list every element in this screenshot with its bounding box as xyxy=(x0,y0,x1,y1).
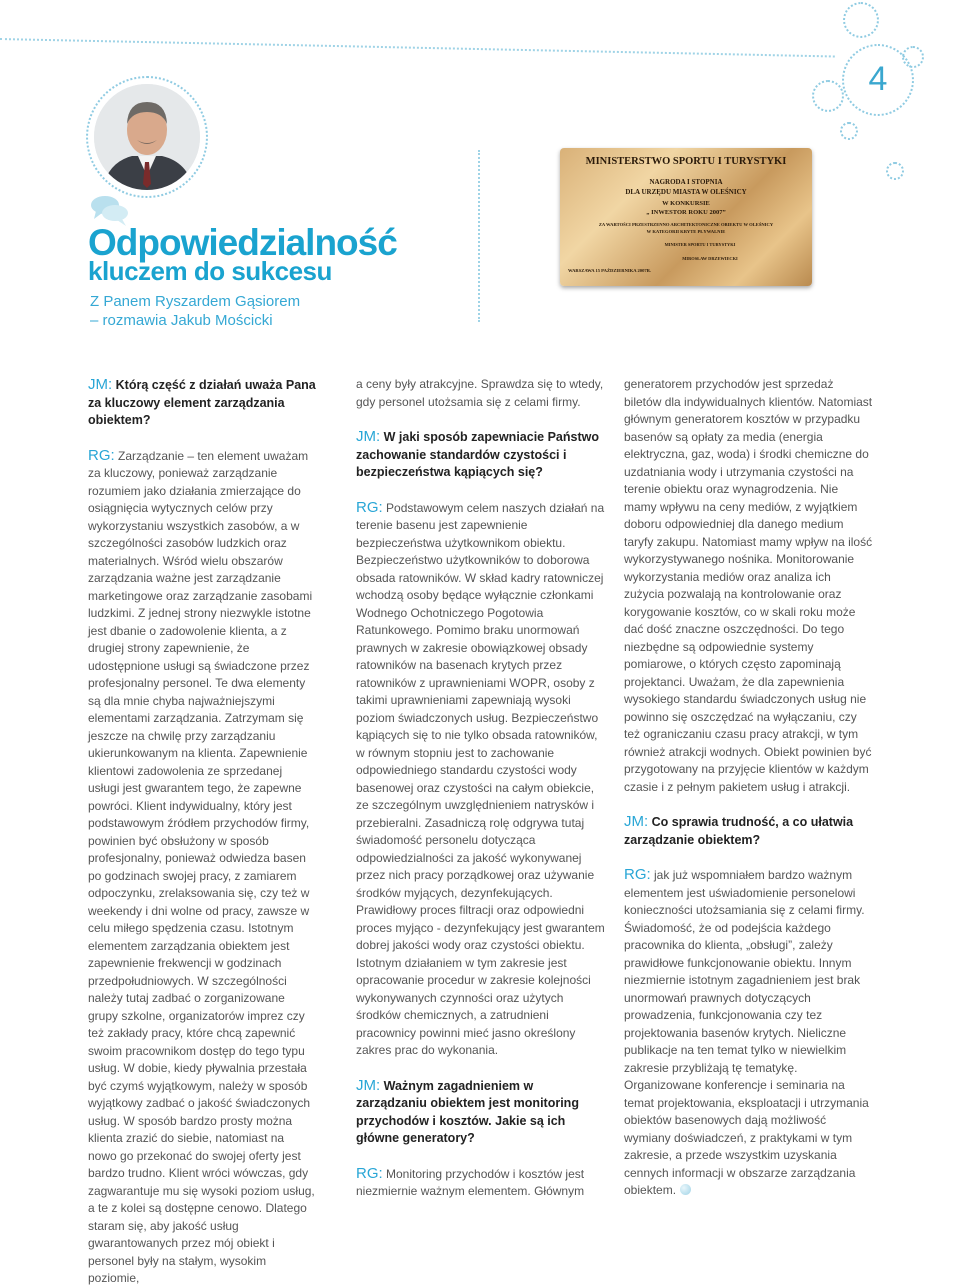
decor-circle xyxy=(843,2,879,38)
answer-text: Zarządzanie – ten element uważam za kluczowy, ponieważ zarządzanie rozumiem jako działania zmierzające do osiągnięcia wytycznych celów przy wykorzystaniu wszystkich zasobów, a w szczególności zasobów ludzkich oraz materialnych. Wśród wielu obszarów zarządzania ważne jest zarządzanie marketingowe oraz zarządzanie zasobami ludzkimi. Z jednej strony niezwykle istotne jest dbanie o zadowolenie klienta, a z drugiej strony zapewnienie, że udostępnione usługi są świadczone przez profesjonalny personel. Te dwa elementy są dla mnie chyba najważniejszymi elementami zarządzania. Zatrzymam się jeszcze na chwilę przy zarządzaniu ukierunkowanym na klienta. Zapewnienie klientowi zadowolenia ze sprzedanej usługi jest gwarantem tego, że zapewne powróci. Klient indywidualny, który jest podstawowym źródłem przychodów firmy, powinien być obsłużony w sposób profesjonalny, ponieważ odwiedza basen po godzinach swojej pracy, z zamiarem odpoczynku, zrelaksowania się, czy też w weekendy i dni wolne od pracy, zawsze w celu miłego spędzenia czasu. Istotnym elementem zarządzania obiektem jest zapewnienie frekwencji w godzinach przedpołudniowych. W szczególności należy tutaj zadbać o zorganizowane grupy szkolne, organizatorów imprez czy też zakłady pracy, które chcą zapewnić swoim pracownikom dostęp do tego typu usług. W dobie, kiedy pływalnia przestała być czymś wyjątkowym, należy w sposób wyjątkowy zadbać o jakość świadczonych usług. W sposób bardzo prosty można klienta zrazić do siebie, natomiast na nowo go przekonać do swojej oferty jest bardzo trudno. Klient wróci wówczas, gdy zagwarantuje mu się wysoki poziom usług, a te z kolei są dostępne cenowo. Dlatego staram się, aby jakość usług gwarantowanych przez mój obiekt i personel były na stałym, wysokim poziomie, xyxy=(88,448,315,1285)
plaque-text: DLA URZĘDU MIASTA W OLEŚNICY xyxy=(625,188,747,196)
plaque-text: W KONKURSIE xyxy=(662,200,710,207)
award-plaque xyxy=(560,148,812,286)
article-title: Odpowiedzialność xyxy=(88,222,397,263)
respondent-label: RG: xyxy=(356,498,383,516)
question-3 xyxy=(356,1077,606,1148)
article-title-line2: kluczem do sukcesu xyxy=(88,256,332,286)
plaque-text: NAGRODA I STOPNIA xyxy=(649,178,723,186)
question-text: W jaki sposób zapewniacie Państwo zachowanie standardów czystości i bezpieczeństwa kąpiących się? xyxy=(356,430,599,479)
page-number: 4 xyxy=(842,44,914,116)
answer-text: jak już wspomniałem bardzo ważnym elementem jest uświadomienie personelowi konieczności utożsamiania się z celami firmy. Świadomość, że od podejścia każdego pracownika do klienta, „obsługi”, zależy prawidłowe funkcjonowanie obiektu. Innym niezmiernie istotnym zagadnieniem jest brak unormowań prawnych dotyczących prowadzenia, funkcjonowania czy tez projektowania basenów krytych. Nieliczne publikacje na ten temat tylko w niewielkim zakresie przybliżają tę tematykę. Organizowane konferencje i seminaria na temat projektowania, eksploatacji i utrzymania obiektów basenowych dają możliwość wymiany doświadczeń, z praktykami w tym zakresie, a przede wszystkim uzyskania cennych informacji w obszarze zarządzania obiektem. xyxy=(624,868,869,1197)
article-subtitle xyxy=(90,292,300,330)
portrait-photo xyxy=(94,84,200,190)
top-dotted-line xyxy=(0,38,835,57)
plaque-text: ZA WARTOŚCI PRZESTRZENNO ARCHITEKTONICZNE OBIEKTU W OLEŚNICY xyxy=(598,222,774,227)
interviewer-label: JM: xyxy=(356,428,381,445)
answer-4 xyxy=(624,866,874,1200)
interviewer-label: JM: xyxy=(88,376,113,393)
answer-2 xyxy=(356,499,606,1060)
answer-text: Monitoring przychodów i kosztów jest niezmiernie ważnym elementem. Głównym xyxy=(356,1166,585,1198)
answer-1 xyxy=(88,447,316,1288)
plaque-heading: MINISTERSTWO SPORTU I TURYSTYKI xyxy=(585,156,787,167)
respondent-label: RG: xyxy=(88,446,115,464)
question-1 xyxy=(88,376,316,430)
question-text: Którą część z działań uważa Pana za kluczowy element zarządzania obiektem? xyxy=(88,378,316,427)
respondent-label: RG: xyxy=(356,1164,383,1182)
decor-circle xyxy=(840,122,858,140)
question-text: Co sprawia trudność, a co ułatwia zarządzanie obiektem? xyxy=(624,815,854,847)
vertical-dotted-divider xyxy=(478,150,480,322)
decor-circle xyxy=(886,162,904,180)
answer-3 xyxy=(356,1165,606,1201)
plaque-text: MINISTER SPORTU I TURYSTYKI xyxy=(664,242,736,247)
respondent-label: RG: xyxy=(624,866,651,883)
interviewer-label: JM: xyxy=(356,1076,381,1094)
portrait-frame xyxy=(86,76,208,198)
plaque-text: W KATEGORII KRYTE PŁYWALNIE xyxy=(646,229,726,234)
end-mark-icon xyxy=(680,1184,691,1195)
plaque-text: „ INWESTOR ROKU 2007” xyxy=(646,209,726,216)
subtitle-line: Z Panem Ryszardem Gąsiorem xyxy=(90,293,301,310)
question-4 xyxy=(624,813,874,849)
text-column-2 xyxy=(356,376,606,1201)
decor-circle xyxy=(812,80,844,112)
text-column-3 xyxy=(624,376,874,1200)
subtitle-line: – rozmawia Jakub Mościcki xyxy=(90,312,273,329)
interviewer-label: JM: xyxy=(624,813,649,830)
answer-continuation: a ceny były atrakcyjne. Sprawdza się to wtedy, gdy personel utożsamia się z celami firmy. xyxy=(356,377,604,409)
text-column-1 xyxy=(88,376,316,1288)
plaque-text: MIROSŁAW DRZEWIECKI xyxy=(682,256,738,261)
answer-continuation: generatorem przychodów jest sprzedaż biletów dla indywidualnych klientów. Natomiast głównym generatorem kosztów w przypadku basenów są opłaty za media (energia elektryczna, gaz, woda) i środki chemiczne do uzdatniania wody i utrzymania czystości na terenie obiektu oraz wynagrodzenia. Nie mamy wpływu na ceny mediów, z wyjątkiem doboru odpowiedniej dla danego medium taryfy zakupu. Natomiast mamy wpływ na ilość wykorzystywanego nośnika. Monitorowanie wykorzystania mediów oraz analiza ich zużycia pozwalają na kontrolowanie oraz korygowanie kosztów, co w skali roku może dać dość znaczne oszczędności. Do tego niezbędne są odpowiednie systemy pomiarowe, o których często zapominają projektanci. Uważam, że dla zapewnienia wysokiego standardu świadczonych usług nie powinno się oszczędzać na wyłączaniu, czy też ograniczaniu czasu pracy atrakcji, w tym również atrakcji wodnych. Obiekt powinien być przygotowany na przyjęcie klientów w każdym czasie i z pełnym pakietem usług i atrakcji. xyxy=(624,377,873,794)
answer-text: Podstawowym celem naszych działań na terenie basenu jest zapewnienie bezpieczeństwa użytkownikom obiektu. Bezpieczeństwo użytkowników to doborowa obsada ratowników. W skład kadry ratowniczej wchodzą osoby będące wyłącznie członkami Wodnego Ochotniczego Pogotowia Ratunkowego. Pomimo braku unormowań prawnych w zakresie obowiązkowej obsady ratowników na basenach krytych przez ratowników z uprawnieniami WOPR, osoby z takimi uprawnieniami zapewniają wysoki poziom świadczonych usług. Bezpieczeństwo kąpiących się to nie tylko obsada ratowników, w równym stopniu jest to zachowanie odpowiedniego standardu czystości wody basenowej oraz czystości na całym obiekcie, ze szczególnym uwzględnieniem natrysków i przebieralni. Zasadniczą rolę odgrywa tutaj świadomość personelu dotycząca odpowiedzialności za jakość wykonywanej przez nich pracy porządkowej oraz używanie środków myjących, dezynfekujących. Prawidłowy proces filtracji oraz odpowiedni proces myjąco - dezynfekujący jest gwarantem dobrej jakości wody oraz czystości obiektu. Istotnym działaniem w tym zakresie jest opracowanie procedur w zakresie kolejności wykonywanych czynności oraz użytych środków chemicznych, a zatrudnieni pracownicy powinni mieć jasno określony zakres prac do wykonania. xyxy=(356,500,605,1057)
plaque-text: WARSZAWA 15 PAŹDZIERNIKA 2007R. xyxy=(568,268,652,273)
question-text: Ważnym zagadnieniem w zarządzaniu obiektem jest monitoring przychodów i kosztów. Jakie są ich główne generatory? xyxy=(356,1078,579,1145)
question-2 xyxy=(356,428,606,482)
